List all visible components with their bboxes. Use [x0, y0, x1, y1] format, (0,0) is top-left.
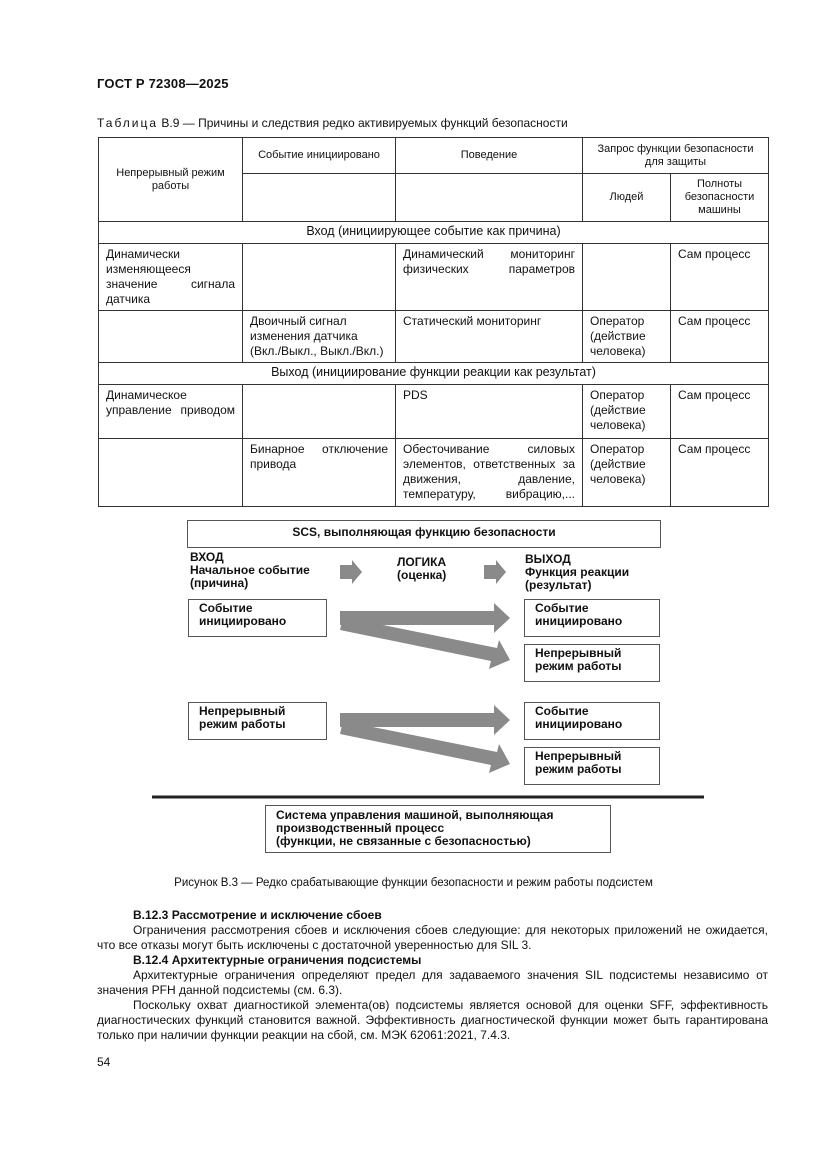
left-continuous-l2: режим работы: [199, 717, 286, 731]
row3-mode: Динамическое управление приводом: [99, 385, 243, 439]
left-continuous-l1: Непрерывный: [199, 704, 286, 718]
input-label-l3: (причина): [190, 576, 249, 590]
row2-event: Двоичный сигнал изменения датчика (Вкл./Выкл., Выкл./Вкл.): [243, 311, 396, 363]
row4-event: Бинарное отключение привода: [243, 439, 396, 507]
paragraph-b123: Ограничения рассмотрения сбоев и исключения сбоев следующие: для некоторых приложений не ожидается, что все отказы могут быть исключены с достаточной уверенностью для SIL 3.: [97, 923, 768, 952]
logic-label-l2: (оценка): [397, 568, 447, 582]
row2-people: Оператор (действие человека): [583, 311, 671, 363]
right-continuous-1-l2: режим работы: [535, 659, 622, 673]
output-label-l1: ВЫХОД: [525, 552, 571, 566]
right-continuous-box-1: [524, 644, 660, 682]
standard-header: ГОСТ Р 72308—2025: [97, 76, 229, 91]
right-continuous-2-l2: режим работы: [535, 762, 622, 776]
header-machine: Полноты безопасности машины: [671, 174, 769, 222]
right-event-2-l1: Событие: [535, 704, 589, 718]
row2-machine: Сам процесс: [671, 311, 769, 363]
input-label-l2: Начальное событие: [190, 563, 310, 577]
right-event-2-l2: инициировано: [535, 717, 623, 731]
machine-control-l2: производственный процесс: [276, 821, 445, 835]
row3-machine: Сам процесс: [671, 385, 769, 439]
right-event-box-1: [524, 599, 660, 637]
row3-behavior: PDS: [396, 385, 583, 439]
right-continuous-box-2: [524, 747, 660, 785]
paragraph-b124-1: Архитектурные ограничения определяют предел для задаваемого значения SIL подсистемы независимо от значения PFH данной подсистемы (см. 6.3).: [97, 968, 768, 997]
row4-people: Оператор (действие человека): [583, 439, 671, 507]
output-label-l3: (результат): [525, 578, 592, 592]
figure-caption: Рисунок В.3 — Редко срабатывающие функции безопасности и режим работы подсистем: [174, 877, 653, 889]
heading-b124: В.12.4 Архитектурные ограничения подсистемы: [133, 953, 422, 967]
header-event: Событие инициировано: [243, 138, 396, 174]
right-event-box-2: [524, 702, 660, 740]
header-behavior: Поведение: [396, 138, 583, 174]
section-input: Вход (инициирующее событие как причина): [99, 222, 769, 244]
output-label-l2: Функция реакции: [525, 565, 630, 579]
row1-behavior: Динамический мониторинг физических параметров: [396, 244, 583, 311]
row1-machine: Сам процесс: [671, 244, 769, 311]
row2-behavior: Статический мониторинг: [396, 311, 583, 363]
header-people: Людей: [583, 174, 671, 222]
right-event-1-l1: Событие: [535, 601, 589, 615]
header-mode: Непрерывный режим работы: [99, 138, 243, 222]
right-event-1-l2: инициировано: [535, 614, 623, 628]
row3-people: Оператор (действие человека): [583, 385, 671, 439]
header-request: Запрос функции безопасности для защиты: [583, 138, 769, 174]
machine-control-l3: (функции, не связанные с безопасностью): [276, 834, 531, 848]
row1-mode: Динамически изменяющееся значение сигнала датчика: [99, 244, 243, 311]
right-continuous-1-l1: Непрерывный: [535, 646, 622, 660]
left-event-l1: Событие: [199, 601, 253, 615]
right-continuous-2-l1: Непрерывный: [535, 749, 622, 763]
heading-b123: В.12.3 Рассмотрение и исключение сбоев: [133, 908, 382, 922]
section-output: Выход (инициирование функции реакции как результат): [99, 363, 769, 385]
machine-control-box: [265, 805, 611, 853]
row4-behavior: Обесточивание силовых элементов, ответственных за движения, давление, температуру, вибрацию,...: [396, 439, 583, 507]
header-arrow-left: [340, 560, 362, 584]
header-arrow-right: [484, 560, 506, 584]
row4-machine: Сам процесс: [671, 439, 769, 507]
left-event-box: [188, 599, 327, 637]
page-number: 54: [97, 1055, 111, 1069]
table-caption-text: В.9 — Причины и следствия редко активируемых функций безопасности: [158, 116, 568, 130]
table-caption-prefix: Таблица: [97, 116, 159, 130]
input-label-l1: ВХОД: [190, 550, 224, 564]
machine-control-l1: Система управления машиной, выполняющая: [276, 808, 554, 822]
logic-label-l1: ЛОГИКА: [397, 555, 447, 569]
arrow-continuous-to-continuous: [340, 721, 510, 773]
body-text: [97, 908, 768, 1043]
left-continuous-box: [188, 702, 327, 740]
left-event-l2: инициировано: [199, 614, 287, 628]
scs-title: SCS, выполняющая функцию безопасности: [292, 525, 556, 539]
paragraph-b124-2: Поскольку охват диагностикой элемента(ов) подсистемы является основой для оценки SFF, эффективность диагностических функций становится важной. Эффективность диагностической функции может быть гарантирована только при наличии функции реакции на сбой, см. МЭК 62061:2021, 7.4.3.: [97, 998, 768, 1042]
